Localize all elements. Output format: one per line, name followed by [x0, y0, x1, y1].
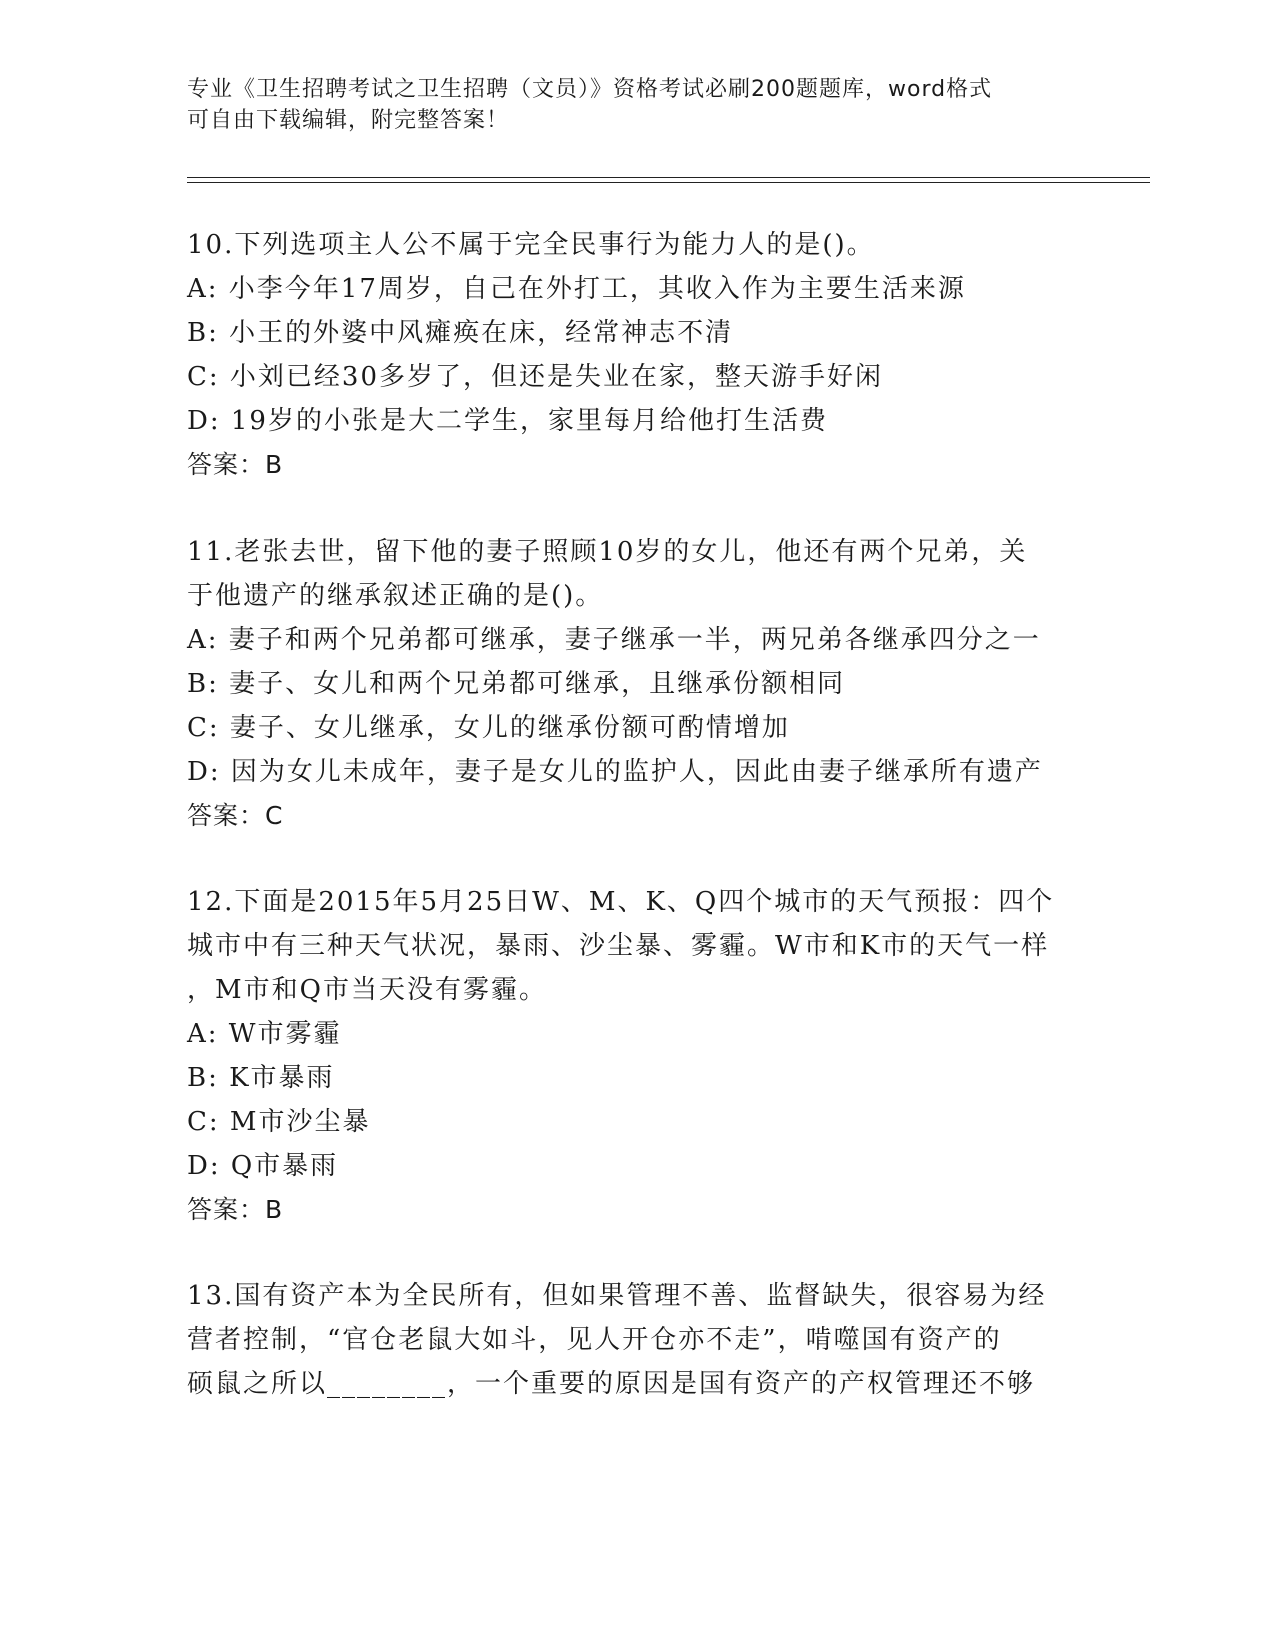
question-12-option-b: B: K市暴雨: [187, 1063, 335, 1093]
question-12-answer: 答案：B: [187, 1195, 284, 1224]
question-12-stem-line-1: 12.下面是2015年5月25日W、M、K、Q四个城市的天气预报：四个: [187, 887, 1055, 917]
question-10-option-c: C: 小刘已经30多岁了，但还是失业在家，整天游手好闲: [187, 362, 884, 392]
question-10-option-d: D: 19岁的小张是大二学生，家里每月给他打生活费: [187, 406, 828, 436]
question-12-stem-line-2: 城市中有三种天气状况，暴雨、沙尘暴、雾霾。W市和K市的天气一样: [187, 931, 1050, 961]
header-line-2: 可自由下载编辑，附完整答案！: [187, 108, 510, 133]
question-11-option-a: A: 妻子和两个兄弟都可继承，妻子继承一半，两兄弟各继承四分之一: [187, 625, 1041, 655]
document-header: [187, 74, 1067, 136]
header-line-1: 专业《卫生招聘考试之卫生招聘（文员）》资格考试必刷200题题库，word格式: [187, 77, 993, 102]
question-13-stem-line-1: 13.国有资产本为全民所有，但如果管理不善、监督缺失，很容易为经: [187, 1281, 1047, 1311]
header-divider-bottom: [187, 182, 1150, 183]
question-11-stem-line-2: 于他遗产的继承叙述正确的是()。: [187, 581, 604, 611]
question-11-option-c: C: 妻子、女儿继承，女儿的继承份额可酌情增加: [187, 713, 790, 743]
question-11-stem-line-1: 11.老张去世，留下他的妻子照顾10岁的女儿，他还有两个兄弟，关: [187, 537, 1028, 567]
question-12-option-d: D: Q市暴雨: [187, 1151, 339, 1181]
question-13-stem-line-3: 硕鼠之所以________，一个重要的原因是国有资产的产权管理还不够: [187, 1369, 1036, 1399]
question-12-stem-line-3: ，M市和Q市当天没有雾霾。: [187, 975, 547, 1005]
question-12-option-c: C: M市沙尘暴: [187, 1107, 371, 1137]
question-10-option-b: B: 小王的外婆中风瘫痪在床，经常神志不清: [187, 318, 734, 348]
question-11-option-b: B: 妻子、女儿和两个兄弟都可继承，且继承份额相同: [187, 669, 846, 699]
question-10-stem-line-1: 10.下列选项主人公不属于完全民事行为能力人的是()。: [187, 230, 875, 260]
question-10-answer: 答案：B: [187, 450, 284, 479]
question-10-option-a: A: 小李今年17周岁，自己在外打工，其收入作为主要生活来源: [187, 274, 966, 304]
question-11-option-d: D: 因为女儿未成年，妻子是女儿的监护人，因此由妻子继承所有遗产: [187, 757, 1043, 787]
header-divider-top: [187, 177, 1150, 178]
question-11-answer: 答案：C: [187, 801, 284, 830]
question-13-stem-line-2: 营者控制，“官仓老鼠大如斗，见人开仓亦不走”，啃噬国有资产的: [187, 1325, 1002, 1355]
question-12-option-a: A: W市雾霾: [187, 1019, 342, 1049]
